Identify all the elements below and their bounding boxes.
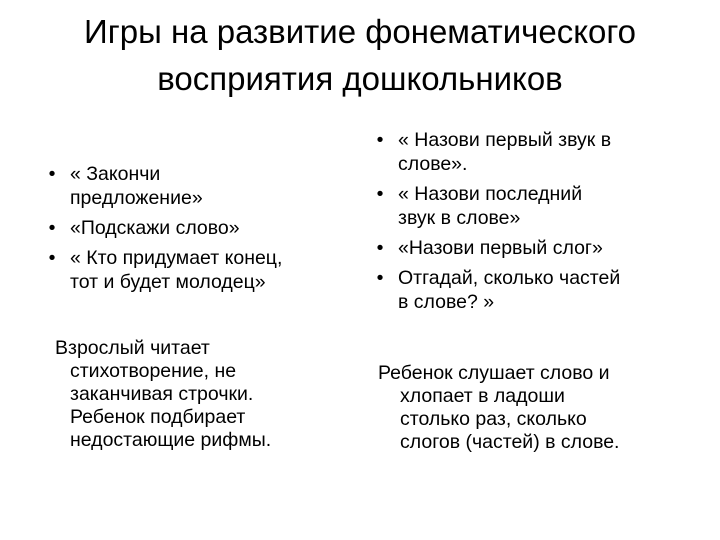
list-item-text: тот и будет молодец» bbox=[70, 271, 266, 293]
bullet-icon: • bbox=[376, 183, 384, 205]
description-line: заканчивая строчки. bbox=[70, 383, 254, 405]
list-item-text: Отгадай, сколько частей bbox=[398, 267, 621, 289]
list-item-text: «Подскажи слово» bbox=[70, 217, 240, 239]
slide-title-line-1: Игры на развитие фонематического bbox=[83, 13, 637, 50]
list-item bbox=[370, 266, 690, 314]
list-item-text: « Закончи bbox=[70, 163, 161, 185]
list-item bbox=[370, 182, 690, 230]
bullet-icon: • bbox=[376, 237, 384, 259]
bullet-icon: • bbox=[48, 217, 56, 239]
list-item bbox=[42, 246, 352, 294]
list-item-text: « Назови последний bbox=[398, 183, 583, 205]
bullet-icon: • bbox=[48, 163, 56, 185]
right-bullet-list bbox=[370, 128, 690, 314]
slide-title bbox=[30, 8, 690, 102]
list-item bbox=[370, 236, 690, 260]
description-line: стихотворение, не bbox=[70, 360, 237, 382]
list-item bbox=[42, 162, 352, 210]
left-description bbox=[55, 337, 355, 452]
description-line: Взрослый читает bbox=[55, 337, 210, 359]
list-item-text: предложение» bbox=[70, 187, 203, 209]
description-line: столько раз, сколько bbox=[400, 408, 587, 430]
description-line: Ребенок подбирает bbox=[70, 406, 246, 428]
list-item-text: звук в слове» bbox=[398, 207, 521, 229]
list-item bbox=[370, 128, 690, 176]
list-item-text: «Назови первый слог» bbox=[398, 237, 603, 259]
list-item-text: слове». bbox=[398, 153, 468, 175]
list-item-text: « Кто придумает конец, bbox=[70, 247, 283, 269]
right-column bbox=[370, 128, 690, 320]
left-column bbox=[42, 162, 352, 300]
list-item bbox=[42, 216, 352, 240]
list-item-text: « Назови первый звук в bbox=[398, 129, 612, 151]
description-line: хлопает в ладоши bbox=[400, 385, 565, 407]
right-description bbox=[378, 362, 698, 454]
slide-title-line-2: восприятия дошкольников bbox=[157, 60, 563, 97]
description-line: Ребенок слушает слово и bbox=[378, 362, 610, 384]
description-line: слогов (частей) в слове. bbox=[400, 431, 620, 453]
bullet-icon: • bbox=[48, 247, 56, 269]
bullet-icon: • bbox=[376, 129, 384, 151]
description-line: недостающие рифмы. bbox=[70, 429, 272, 451]
list-item-text: в слове? » bbox=[398, 291, 495, 313]
left-bullet-list bbox=[42, 162, 352, 294]
bullet-icon: • bbox=[376, 267, 384, 289]
